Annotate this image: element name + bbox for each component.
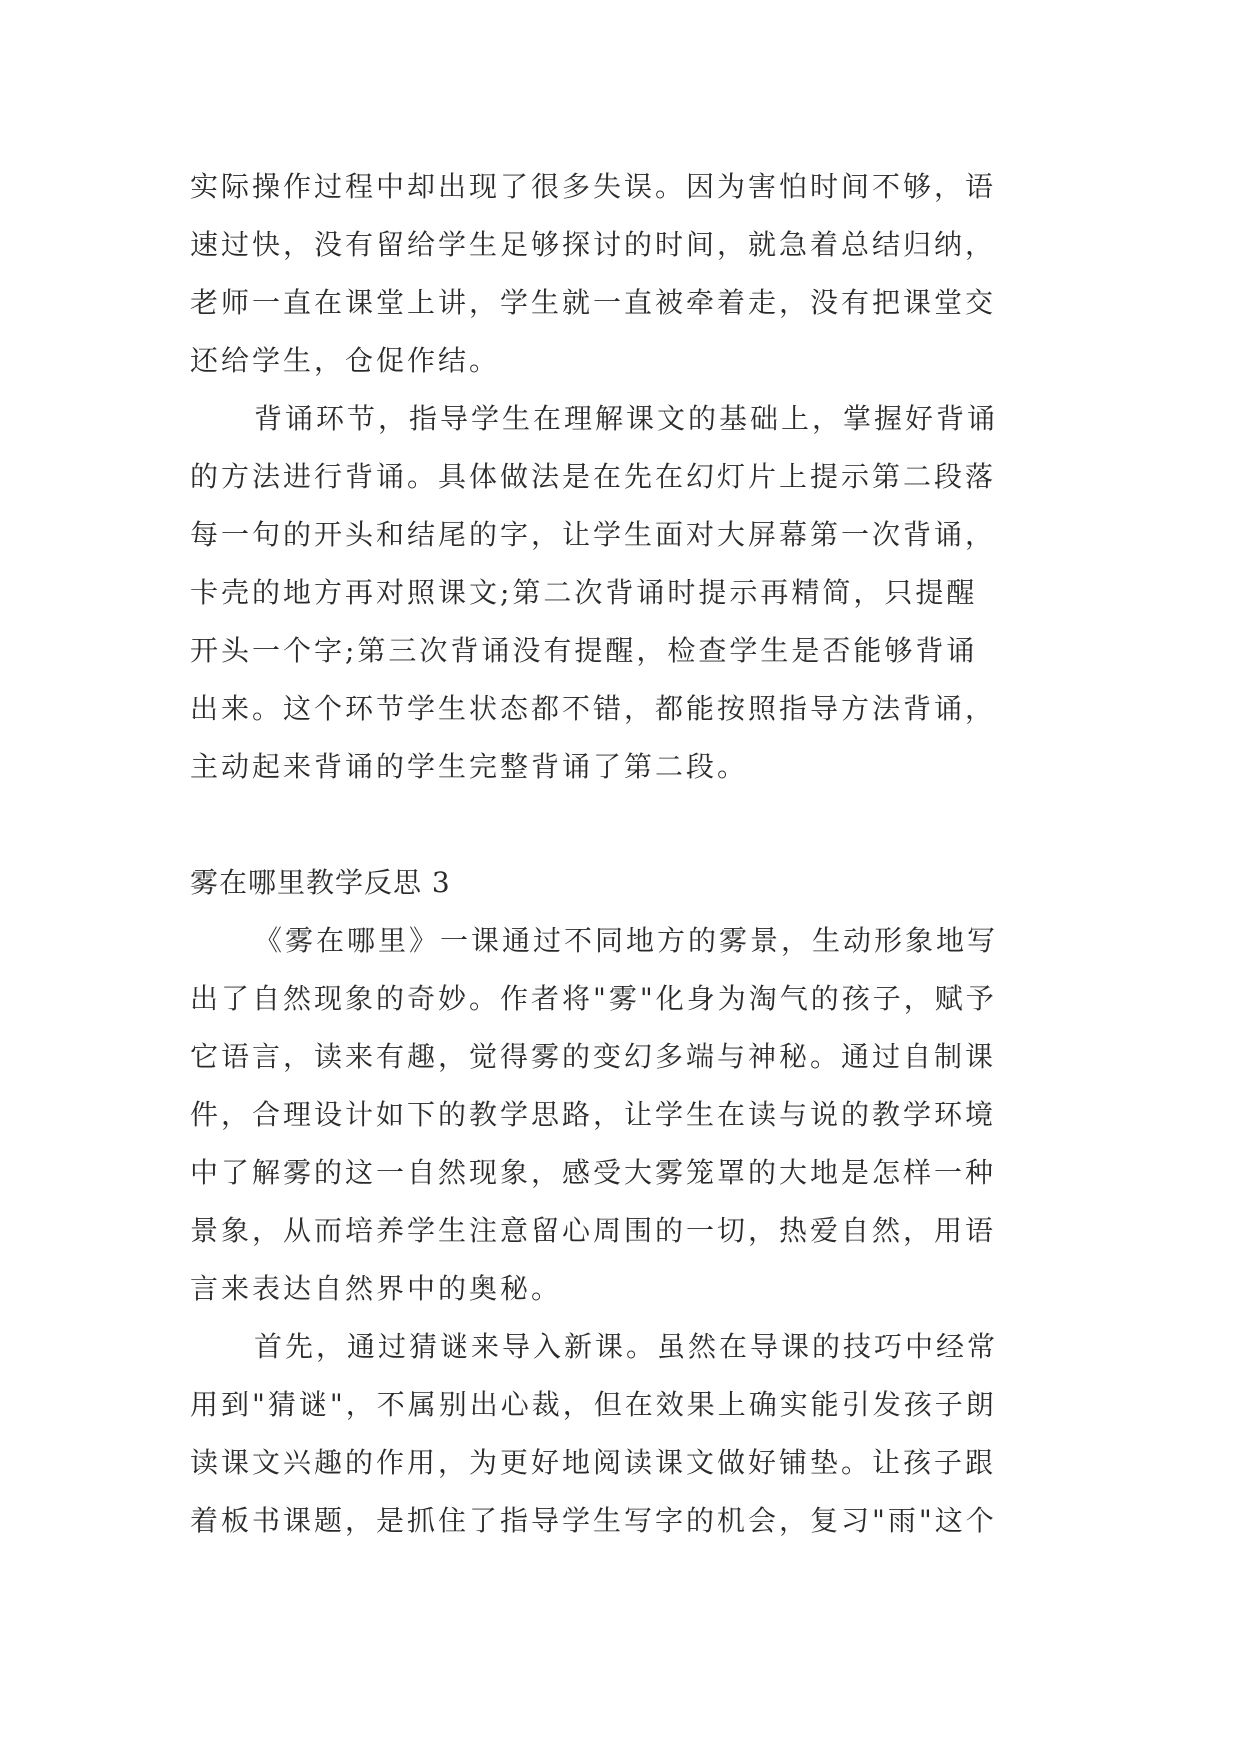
text-line: 着板书课题，是抓住了指导学生写字的机会，复习"雨"这个 xyxy=(190,1504,997,1537)
text-line: 首先，通过猜谜来导入新课。虽然在导课的技巧中经常 xyxy=(254,1330,999,1363)
text-line: 用到"猜谜"，不属别出心裁，但在效果上确实能引发孩子朗 xyxy=(190,1388,997,1421)
text-line: 每一句的开头和结尾的字，让学生面对大屏幕第一次背诵， xyxy=(190,518,997,551)
text-line: 景象，从而培养学生注意留心周围的一切，热爱自然，用语 xyxy=(190,1214,997,1247)
section-heading: 雾在哪里教学反思 3 xyxy=(190,866,451,899)
text-line: 读课文兴趣的作用，为更好地阅读课文做好铺垫。让孩子跟 xyxy=(190,1446,997,1479)
text-line: 老师一直在课堂上讲，学生就一直被牵着走，没有把课堂交 xyxy=(190,286,997,319)
text-line: 主动起来背诵的学生完整背诵了第二段。 xyxy=(190,750,749,783)
text-line: 还给学生，仓促作结。 xyxy=(190,344,501,377)
text-line: 出来。这个环节学生状态都不错，都能按照指导方法背诵， xyxy=(190,692,997,725)
text-line: 实际操作过程中却出现了很多失误。因为害怕时间不够，语 xyxy=(190,170,997,203)
text-line: 背诵环节，指导学生在理解课文的基础上，掌握好背诵 xyxy=(254,402,999,435)
text-line: 件，合理设计如下的教学思路，让学生在读与说的教学环境 xyxy=(190,1098,997,1131)
text-line: 中了解雾的这一自然现象，感受大雾笼罩的大地是怎样一种 xyxy=(190,1156,997,1189)
text-line: 卡壳的地方再对照课文;第二次背诵时提示再精简，只提醒 xyxy=(190,576,978,609)
text-line: 言来表达自然界中的奥秘。 xyxy=(190,1272,563,1305)
text-line: 的方法进行背诵。具体做法是在先在幻灯片上提示第二段落 xyxy=(190,460,997,493)
text-line: 速过快，没有留给学生足够探讨的时间，就急着总结归纳， xyxy=(190,228,997,261)
text-line: 它语言，读来有趣，觉得雾的变幻多端与神秘。通过自制课 xyxy=(190,1040,997,1073)
text-line: 出了自然现象的奇妙。作者将"雾"化身为淘气的孩子，赋予 xyxy=(190,982,997,1015)
text-line: 《雾在哪里》一课通过不同地方的雾景，生动形象地写 xyxy=(254,924,999,957)
text-line: 开头一个字;第三次背诵没有提醒，检查学生是否能够背诵 xyxy=(190,634,978,667)
